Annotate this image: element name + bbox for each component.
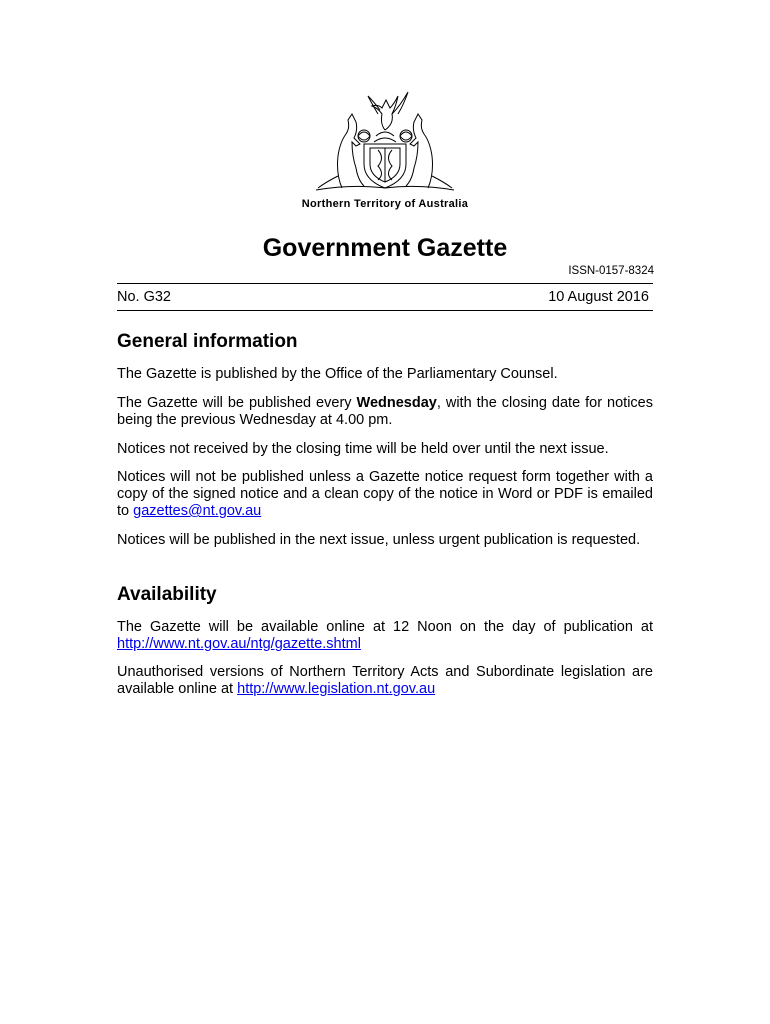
- jurisdiction-label: Northern Territory of Australia: [301, 198, 469, 210]
- email-link[interactable]: gazettes@nt.gov.au: [133, 503, 262, 519]
- general-p1-text: The Gazette is published by the Office of the Parliamentary Counsel.: [117, 366, 558, 382]
- general-p2-pre: The Gazette will be published every: [117, 395, 357, 411]
- legislation-url-link[interactable]: http://www.legislation.nt.gov.au: [237, 681, 436, 697]
- availability-p2-pre: Unauthorised versions of Northern Territory Acts and Subordinate legislation are available online at: [117, 664, 653, 697]
- general-paragraph-5: [117, 532, 653, 549]
- availability-heading: Availability: [117, 584, 217, 605]
- general-p3-text: Notices not received by the closing time will be held over until the next issue.: [117, 441, 609, 457]
- general-p2-text: [117, 395, 653, 429]
- gazette-url-link[interactable]: http://www.nt.gov.au/ntg/gazette.shtml: [117, 636, 361, 652]
- header-top-rule: [117, 283, 653, 284]
- availability-p1-pre: The Gazette will be available online at 12 Noon on the day of publication at: [117, 619, 653, 635]
- general-p2-post: , with the closing date for notices being the previous Wednesday at 4.00 pm.: [117, 395, 653, 428]
- header-bottom-rule: [117, 310, 653, 311]
- section-heading-general: [117, 331, 653, 353]
- general-p4-pre: Notices will not be published unless a Gazette notice request form together with a copy of the signed notice and a clean copy of the notice in Word or PDF is emailed to: [117, 469, 653, 519]
- general-paragraph-3: [117, 441, 653, 458]
- general-p2-bold: Wednesday: [356, 395, 437, 411]
- page-title: Government Gazette: [262, 234, 508, 262]
- availability-paragraph-2: [117, 664, 653, 698]
- general-p4-text: [117, 469, 653, 520]
- availability-paragraph-1: [117, 619, 653, 653]
- general-paragraph-1: [117, 366, 653, 383]
- availability-p2-text: [117, 664, 653, 698]
- availability-p1-text: [117, 619, 653, 653]
- general-paragraph-4: [117, 469, 653, 520]
- issn-label: ISSN-0157-8324: [568, 265, 654, 277]
- section-heading-availability: [117, 584, 653, 606]
- issue-date: 10 August 2016: [548, 289, 649, 305]
- general-heading: General information: [117, 331, 298, 352]
- coat-of-arms-icon: [312, 84, 458, 196]
- general-paragraph-2: [117, 395, 653, 429]
- general-p5-text: Notices will be published in the next issue, unless urgent publication is requested.: [117, 532, 641, 548]
- issue-number: No. G32: [117, 289, 171, 305]
